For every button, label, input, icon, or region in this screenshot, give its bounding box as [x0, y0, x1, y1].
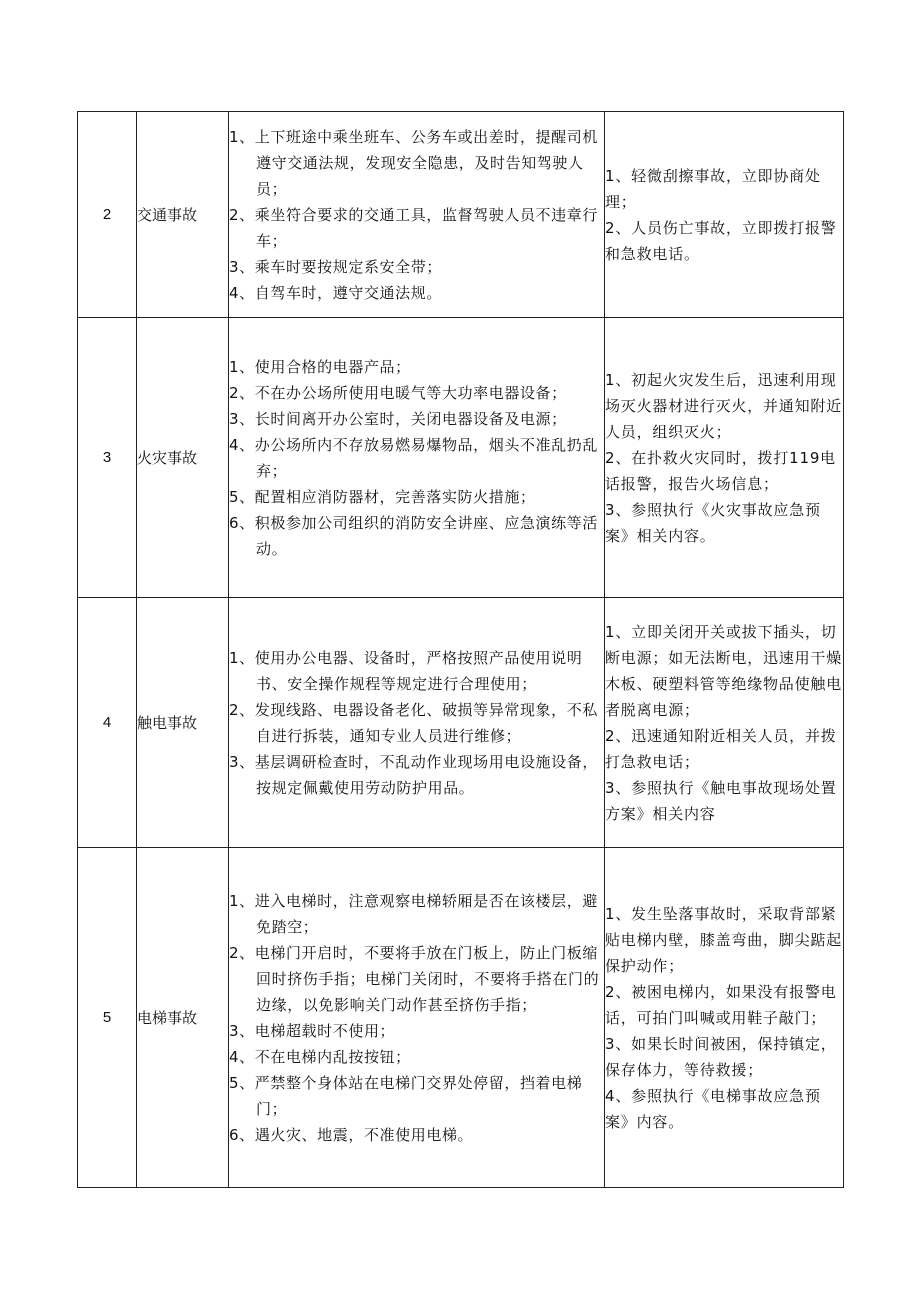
- prevention-measures: [229, 318, 605, 598]
- accident-type: 交通事故: [137, 112, 229, 318]
- measure-item: 6、遇火灾、地震，不准使用电梯。: [229, 1125, 474, 1144]
- prevention-measures: [229, 848, 605, 1188]
- measure-item: 1、使用合格的电器产品；: [229, 357, 411, 376]
- response-item: 1、初起火灾发生后，迅速利用现场灭火器材进行灭火，并通知附近人员，组织灭火；: [605, 370, 843, 441]
- measure-item: 1、进入电梯时，注意观察电梯轿厢是否在该楼层，避免踏空；: [229, 891, 598, 936]
- accident-type: 触电事故: [137, 598, 229, 848]
- measure-item: 1、使用办公电器、设备时，严格按照产品使用说明书、安全操作规程等规定进行合理使用；: [229, 648, 583, 693]
- measure-item: 2、发现线路、电器设备老化、破损等异常现象，不私自进行拆装，通知专业人员进行维修；: [229, 700, 598, 745]
- response-item: 3、参照执行《触电事故现场处置方案》相关内容: [605, 778, 837, 823]
- measure-item: 3、乘车时要按规定系安全带；: [229, 257, 442, 276]
- response-item: 4、参照执行《电梯事故应急预案》内容。: [605, 1086, 821, 1131]
- response-measures: [605, 598, 844, 848]
- response-item: 1、发生坠落事故时，采取背部紧贴电梯内壁，膝盖弯曲，脚尖踮起保护动作；: [605, 904, 843, 975]
- measure-item: 1、上下班途中乘坐班车、公务车或出差时，提醒司机遵守交通法规，发现安全隐患，及时告知驾驶人员；: [229, 127, 598, 198]
- row-number: 3: [78, 318, 137, 598]
- measure-item: 4、自驾车时，遵守交通法规。: [229, 283, 442, 302]
- measure-item: 5、配置相应消防器材，完善落实防火措施；: [229, 487, 536, 506]
- measure-item: 2、乘坐符合要求的交通工具，监督驾驶人员不违章行车；: [229, 205, 598, 250]
- response-item: 2、在扑救火灾同时，拨打119电话报警，报告火场信息；: [605, 448, 836, 493]
- response-measures: [605, 112, 844, 318]
- row-number: 5: [78, 848, 137, 1188]
- measure-item: 4、办公场所内不存放易燃易爆物品，烟头不准乱扔乱弃；: [229, 435, 598, 480]
- response-item: 1、立即关闭开关或拔下插头，切断电源；如无法断电，迅速用干燥木板、硬塑料管等绝缘物品使触电者脱离电源；: [605, 622, 843, 719]
- row-number: 2: [78, 112, 137, 318]
- measure-item: 4、不在电梯内乱按按钮；: [229, 1047, 411, 1066]
- response-item: 2、人员伤亡事故，立即拨打报警和急救电话。: [605, 218, 837, 263]
- row-number: 4: [78, 598, 137, 848]
- prevention-measures: [229, 598, 605, 848]
- emergency-measures-table: [77, 111, 844, 1188]
- response-measures: [605, 318, 844, 598]
- prevention-measures: [229, 112, 605, 318]
- table-row: [78, 848, 844, 1188]
- table-row: [78, 598, 844, 848]
- response-item: 2、被困电梯内，如果没有报警电话，可拍门叫喊或用鞋子敲门；: [605, 982, 837, 1027]
- accident-type: 电梯事故: [137, 848, 229, 1188]
- response-item: 1、轻微刮擦事故，立即协商处理；: [605, 166, 821, 211]
- table-row: [78, 112, 844, 318]
- accident-type: 火灾事故: [137, 318, 229, 598]
- response-item: 3、如果长时间被困，保持镇定，保存体力，等待救援；: [605, 1034, 837, 1079]
- response-item: 2、迅速通知附近相关人员，并拨打急救电话；: [605, 726, 837, 771]
- measure-item: 3、电梯超载时不使用；: [229, 1021, 396, 1040]
- measure-item: 3、基层调研检查时，不乱动作业现场用电设施设备，按规定佩戴使用劳动防护用品。: [229, 752, 598, 797]
- response-measures: [605, 848, 844, 1188]
- measure-item: 2、电梯门开启时，不要将手放在门板上，防止门板缩回时挤伤手指；电梯门关闭时，不要将手搭在门的边缘，以免影响关门动作甚至挤伤手指；: [229, 943, 600, 1014]
- response-item: 3、参照执行《火灾事故应急预案》相关内容。: [605, 500, 821, 545]
- table-row: [78, 318, 844, 598]
- measure-item: 5、严禁整个身体站在电梯门交界处停留，挡着电梯门；: [229, 1073, 583, 1118]
- measure-item: 3、长时间离开办公室时，关闭电器设备及电源；: [229, 409, 567, 428]
- measure-item: 2、不在办公场所使用电暖气等大功率电器设备；: [229, 383, 567, 402]
- measure-item: 6、积极参加公司组织的消防安全讲座、应急演练等活动。: [229, 513, 598, 558]
